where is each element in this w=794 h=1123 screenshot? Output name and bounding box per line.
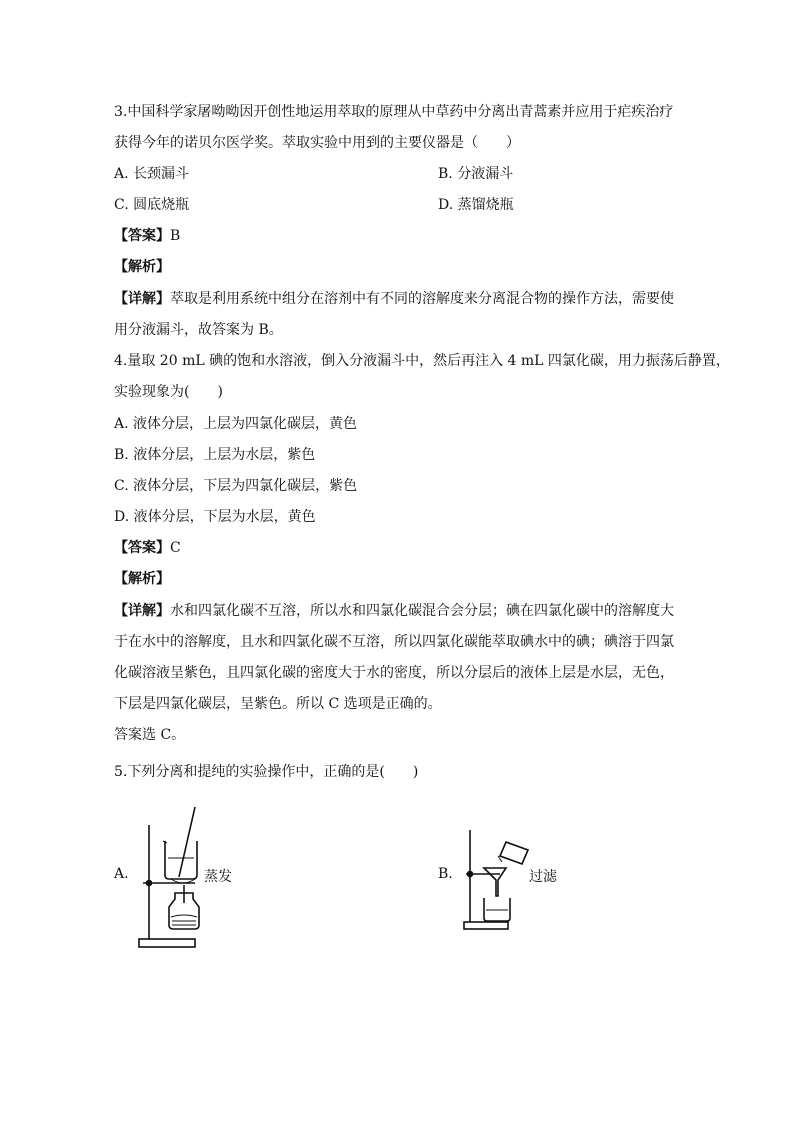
q3-option-d: D. 蒸馏烧瓶 [438, 197, 514, 213]
stirring-rod [179, 807, 195, 877]
pouring-beaker [500, 842, 528, 864]
q5-option-a-label: 蒸发 [204, 869, 232, 885]
q5-stem: 5.下列分离和提纯的实验操作中，正确的是( ) [114, 764, 419, 780]
q3-detail-text-1: 萃取是利用系统中组分在溶剂中有不同的溶解度来分离混合物的操作方法，需要使 [170, 291, 674, 307]
q5-option-b-letter: B. [438, 866, 453, 882]
q4-detail-line-2: 于在水中的溶解度，且水和四氯化碳不互溶，所以四氯化碳能萃取碘水中的碘；碘溶于四氯 [114, 634, 674, 650]
q4-stem-line-2: 实验现象为( ) [114, 384, 223, 400]
filtration-apparatus-figure [460, 822, 532, 934]
q4-analysis-tag: 【解析】 [114, 571, 170, 587]
stand-base [464, 922, 508, 929]
q3-detail-line-1 [114, 289, 674, 309]
q3-option-c: C. 圆底烧瓶 [114, 197, 190, 213]
filter-funnel [484, 868, 506, 896]
q3-stem-line-1: 3.中国科学家屠呦呦因开创性地运用萃取的原理从中草药中分离出青蒿素并应用于疟疾治疗 [114, 104, 674, 120]
q4-answer: C [170, 540, 181, 556]
q3-detail-tag: 【详解】 [114, 291, 170, 307]
q4-answer-line [114, 538, 181, 558]
q4-detail-tag: 【详解】 [114, 603, 170, 619]
q4-option-a: A. 液体分层，上层为四氯化碳层，黄色 [114, 416, 358, 432]
q4-detail-line-4: 下层是四氯化碳层，呈紫色。所以 C 选项是正确的。 [114, 696, 442, 712]
q4-stem-line-1: 4.量取 20 mL 碘的饱和水溶液，倒入分液漏斗中，然后再注入 4 mL 四氯化碳，用力振荡后静置， [114, 353, 730, 369]
beaker [165, 841, 197, 879]
q5-option-a-letter: A. [114, 866, 129, 882]
q4-option-c: C. 液体分层，下层为四氯化碳层，紫色 [114, 478, 358, 494]
q3-answer-tag: 【答案】 [114, 228, 170, 244]
q3-analysis-tag: 【解析】 [114, 259, 170, 275]
q5-option-b-label: 过滤 [529, 869, 557, 885]
q4-detail-text-1: 水和四氯化碳不互溶，所以水和四氯化碳混合会分层；碘在四氯化碳中的溶解度大 [170, 603, 674, 619]
q4-conclusion: 答案选 C。 [114, 727, 186, 743]
q3-detail-line-2: 用分液漏斗，故答案为 B。 [114, 322, 283, 338]
q3-option-a: A. 长颈漏斗 [114, 166, 190, 182]
q4-detail-line-1 [114, 601, 674, 621]
q4-answer-tag: 【答案】 [114, 540, 170, 556]
q3-answer-line [114, 226, 180, 246]
q4-option-b: B. 液体分层，上层为水层，紫色 [114, 447, 316, 463]
q4-detail-line-3: 化碳溶液呈紫色，且四氯化碳的密度大于水的密度，所以分层后的液体上层是水层，无色， [114, 665, 674, 681]
q4-option-d: D. 液体分层，下层为水层，黄色 [114, 509, 316, 525]
q3-answer: B [170, 228, 181, 244]
evaporation-apparatus-figure [135, 803, 205, 953]
q3-stem-line-2: 获得今年的诺贝尔医学奖。萃取实验中用到的主要仪器是（ ） [114, 135, 520, 151]
q3-option-b: B. 分液漏斗 [438, 166, 514, 182]
stand-base [139, 939, 195, 947]
